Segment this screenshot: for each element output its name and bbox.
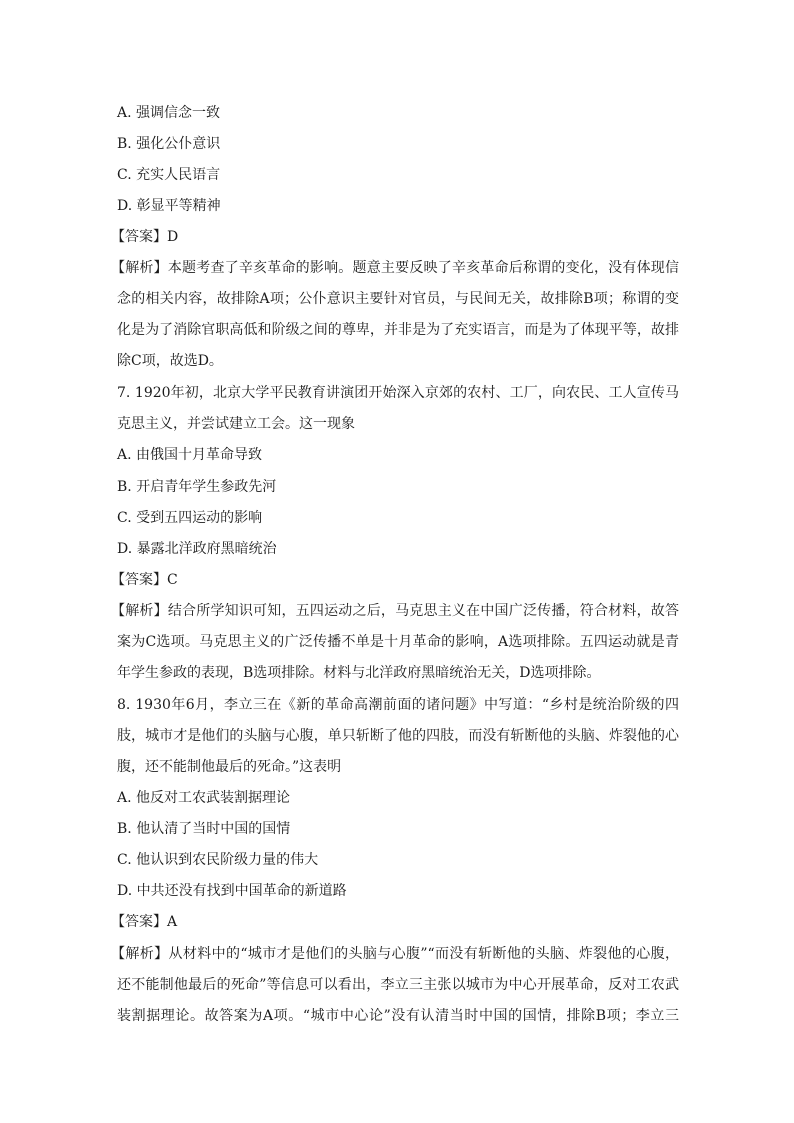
q8-option-c: C. 他认识到农民阶级力量的伟大	[117, 852, 319, 868]
analysis-text: 结合所学知识可知，五四运动之后，马克思主义在中国广泛传播，符合材料，故答	[167, 603, 680, 619]
analysis-text: 从材料中的“城市才是他们的头脑与心腹”“而没有斩断他的头脑、炸裂他的心腹，	[168, 946, 679, 962]
analysis-tag: 【解析】	[111, 946, 169, 962]
q7-stem-line-1: 7. 1920年初，北京大学平民教育讲演团开始深入京郊的农村、工厂，向农民、工人宣传马	[117, 385, 679, 401]
q6-analysis-line-1	[111, 258, 679, 278]
q6-analysis-line-3: 化是为了消除官职高低和阶级之间的尊卑，并非是为了充实语言，而是为了体现平等，故排	[117, 322, 679, 338]
q6-analysis-line-4: 除C项，故选D。	[117, 353, 223, 369]
answer-tag: 【答案】	[111, 229, 167, 245]
q6-option-c: C. 充实人民语言	[117, 167, 221, 183]
answer-value: D	[167, 229, 179, 245]
q6-option-b: B. 强化公仆意识	[117, 136, 221, 152]
answer-value: C	[167, 572, 178, 588]
q7-option-a: A. 由俄国十月革命导致	[117, 447, 263, 463]
q8-option-a: A. 他反对工农武装割据理论	[117, 790, 291, 806]
q8-stem-line-2: 肢，城市才是他们的头脑与心腹，单只斩断了他的四肢，而没有斩断他的头脑、炸裂他的心	[117, 728, 679, 744]
q7-analysis-line-1	[111, 601, 679, 621]
q7-option-d: D. 暴露北洋政府黑暗统治	[117, 541, 277, 557]
q8-stem-line-1: 8. 1930年6月，李立三在《新的革命高潮前面的诸问题》中写道：“乡村是统治阶级的四	[117, 697, 679, 713]
q6-analysis-line-2: 念的相关内容，故排除A项；公仆意识主要针对官员，与民间无关，故排除B项；称谓的变	[117, 291, 679, 307]
q6-answer	[111, 227, 178, 247]
q8-analysis-line-2: 还不能制他最后的死命”等信息可以看出，李立三主张以城市为中心开展革命，反对工农武	[117, 977, 679, 993]
q8-option-b: B. 他认清了当时中国的国情	[117, 821, 291, 837]
analysis-text: 本题考查了辛亥革命的影响。题意主要反映了辛亥革命后称谓的变化，没有体现信	[167, 260, 680, 276]
q7-analysis-line-2: 案为C选项。马克思主义的广泛传播不单是十月革命的影响，A选项排除。五四运动就是青	[117, 634, 679, 650]
q8-analysis-line-3: 装割据理论。故答案为A项。“城市中心论”没有认清当时中国的国情，排除B项；李立三	[117, 1008, 679, 1024]
analysis-tag: 【解析】	[111, 260, 168, 276]
answer-tag: 【答案】	[111, 572, 167, 588]
q7-analysis-line-3: 年学生参政的表现，B选项排除。材料与北洋政府黑暗统治无关，D选项排除。	[117, 665, 601, 681]
q7-option-b: B. 开启青年学生参政先河	[117, 479, 277, 495]
q7-option-c: C. 受到五四运动的影响	[117, 510, 263, 526]
answer-value: A	[167, 914, 178, 930]
answer-tag: 【答案】	[111, 914, 167, 930]
q8-answer	[111, 912, 177, 932]
q7-answer	[111, 570, 178, 590]
q6-option-a: A. 强调信念一致	[117, 105, 221, 121]
q8-stem-line-3: 腹，还不能制他最后的死命。”这表明	[117, 759, 342, 775]
q8-option-d: D. 中共还没有找到中国革命的新道路	[117, 883, 347, 899]
q6-option-d: D. 彰显平等精神	[117, 198, 221, 214]
analysis-tag: 【解析】	[111, 603, 168, 619]
q7-stem-line-2: 克思主义，并尝试建立工会。这一现象	[117, 416, 355, 432]
q8-analysis-line-1	[111, 944, 679, 964]
